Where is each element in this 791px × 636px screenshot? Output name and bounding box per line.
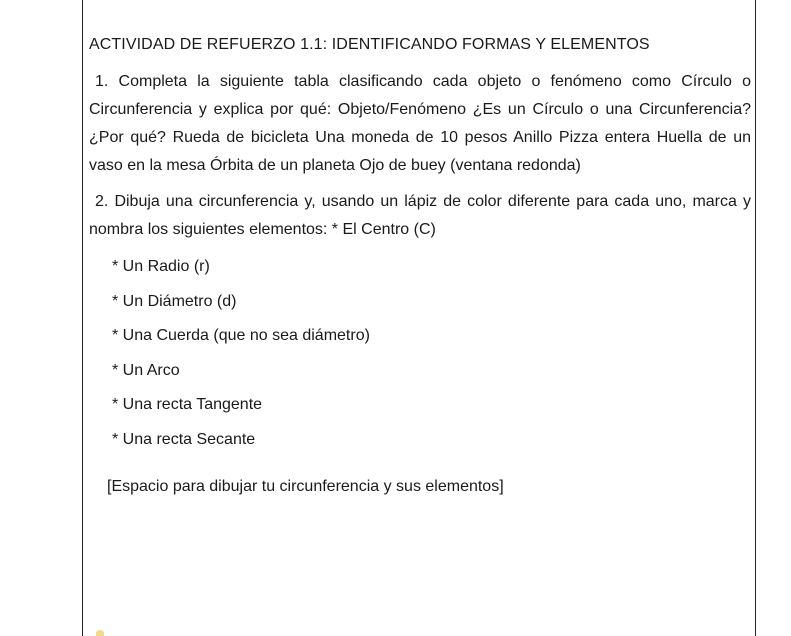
- drawing-space-label: [Espacio para dibujar tu circunferencia y sus elementos]: [107, 478, 504, 495]
- element-radius: * Un Radio (r): [112, 258, 210, 275]
- element-tangent: * Una recta Tangente: [112, 396, 263, 413]
- element-secant: * Una recta Secante: [112, 430, 256, 448]
- corner-mark: [96, 630, 104, 636]
- element-diameter: * Un Diámetro (d): [112, 292, 237, 310]
- question-1-text: 1. Completa la siguiente tabla clasificando cada objeto o fenómeno como Círculo o Circunferencia y explica por qué: Objeto/Fenómeno ¿Es un Círculo o una Circunferencia? ¿Por qué? Rueda de bicicleta Una moneda de 10 pesos Anillo Pizza entera Huella de un vaso en la mesa Órbita de un planeta Ojo de buey (ventana redonda): [89, 73, 751, 174]
- question-2-text: 2. Dibuja una circunferencia y, usando un lápiz de color diferente para cada uno, marca y nombra los siguientes elementos: * El Centro (C): [89, 193, 751, 238]
- element-chord: * Una Cuerda (que no sea diámetro): [112, 327, 370, 344]
- activity-title: ACTIVIDAD DE REFUERZO 1.1: IDENTIFICANDO FORMAS Y ELEMENTOS: [89, 36, 650, 53]
- document-body: [89, 34, 751, 501]
- elements-list: [89, 250, 751, 457]
- element-arc: * Un Arco: [112, 361, 180, 379]
